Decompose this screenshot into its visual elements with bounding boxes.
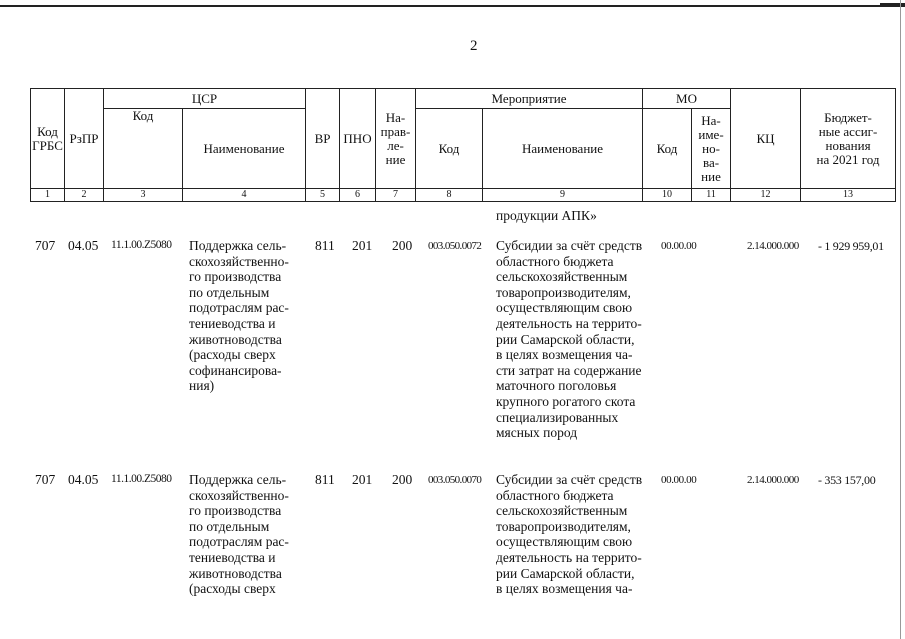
header-vr: ВР (306, 89, 340, 189)
col-num: 8 (416, 189, 483, 202)
header-csr-kod: Код (104, 109, 183, 189)
cell-csr-kod: 11.1.00.Z5080 (111, 239, 172, 251)
cell-pno: 201 (352, 472, 373, 487)
col-num: 13 (801, 189, 896, 202)
col-num: 9 (483, 189, 643, 202)
cell-napr: 200 (392, 472, 413, 487)
cell-amount: - 1 929 959,01 (818, 239, 884, 253)
cell-kc: 2.14.000.000 (747, 474, 799, 486)
col-num: 5 (306, 189, 340, 202)
header-mo-name: На- име- но- ва- ние (692, 109, 731, 189)
cell-vr: 811 (315, 238, 335, 253)
continuation-text: продукции АПК» (496, 208, 597, 223)
header-pno: ПНО (340, 89, 376, 189)
col-num: 3 (104, 189, 183, 202)
header-csr-name: Наименование (183, 109, 306, 189)
cell-merop-kod: 003.050.0072 (428, 240, 482, 252)
header-meropriyatie: Мероприятие (416, 89, 643, 109)
header-mo-kod: Код (643, 109, 692, 189)
header-merop-name: Наименование (483, 109, 643, 189)
page-number: 2 (470, 38, 478, 54)
cell-amount: - 353 157,00 (818, 473, 876, 487)
cell-csr-kod: 11.1.00.Z5080 (111, 473, 172, 485)
col-num: 12 (731, 189, 801, 202)
top-rule-mark (880, 3, 905, 7)
top-rule (0, 5, 905, 7)
header-napravlenie: На- прав- ле- ние (376, 89, 416, 189)
header-rzpr: РзПР (65, 89, 104, 189)
col-num: 7 (376, 189, 416, 202)
header-mo: МО (643, 89, 731, 109)
cell-mo-kod: 00.00.00 (661, 240, 697, 252)
col-num: 6 (340, 189, 376, 202)
cell-merop-name: Субсидии за счёт средств областного бюджета сельскохозяйственным товаропроизводителям, осуществляющим свою деятельность на террито- рии Самарской области, в целях возмещения ча- сти затрат на содержание маточного поголовья крупного рогатого скота специализированных мясных пород (496, 238, 643, 441)
cell-mo-kod: 00.00.00 (661, 474, 697, 486)
cell-pno: 201 (352, 238, 373, 253)
cell-kc: 2.14.000.000 (747, 240, 799, 252)
cell-merop-kod: 003.050.0070 (428, 474, 482, 486)
col-num: 10 (643, 189, 692, 202)
cell-grbs: 707 (35, 472, 56, 487)
header-merop-kod: Код (416, 109, 483, 189)
cell-csr-name: Поддержка сель- скохозяйственно- го производства по отдельным подотраслям рас- тениеводства и животноводства (расходы сверх (189, 472, 289, 597)
col-num: 4 (183, 189, 306, 202)
cell-napr: 200 (392, 238, 413, 253)
cell-merop-name: Субсидии за счёт средств областного бюджета сельскохозяйственным товаропроизводителям, осуществляющим свою деятельность на террито- рии Самарской области, в целях возмещения ча- (496, 472, 643, 597)
header-budget: Бюджет- ные ассиг- нования на 2021 год (801, 89, 896, 189)
cell-rzpr: 04.05 (68, 238, 99, 253)
header-kod-grbs: Код ГРБС (31, 89, 65, 189)
cell-grbs: 707 (35, 238, 56, 253)
right-edge-line (900, 0, 901, 639)
col-num: 11 (692, 189, 731, 202)
col-num: 2 (65, 189, 104, 202)
table-header (30, 88, 896, 202)
cell-vr: 811 (315, 472, 335, 487)
header-kc: КЦ (731, 89, 801, 189)
col-num: 1 (31, 189, 65, 202)
cell-csr-name: Поддержка сель- скохозяйственно- го производства по отдельным подотраслям рас- тениеводства и животноводства (расходы сверх софинансирова- ния) (189, 238, 289, 394)
header-csr: ЦСР (104, 89, 306, 109)
cell-rzpr: 04.05 (68, 472, 99, 487)
